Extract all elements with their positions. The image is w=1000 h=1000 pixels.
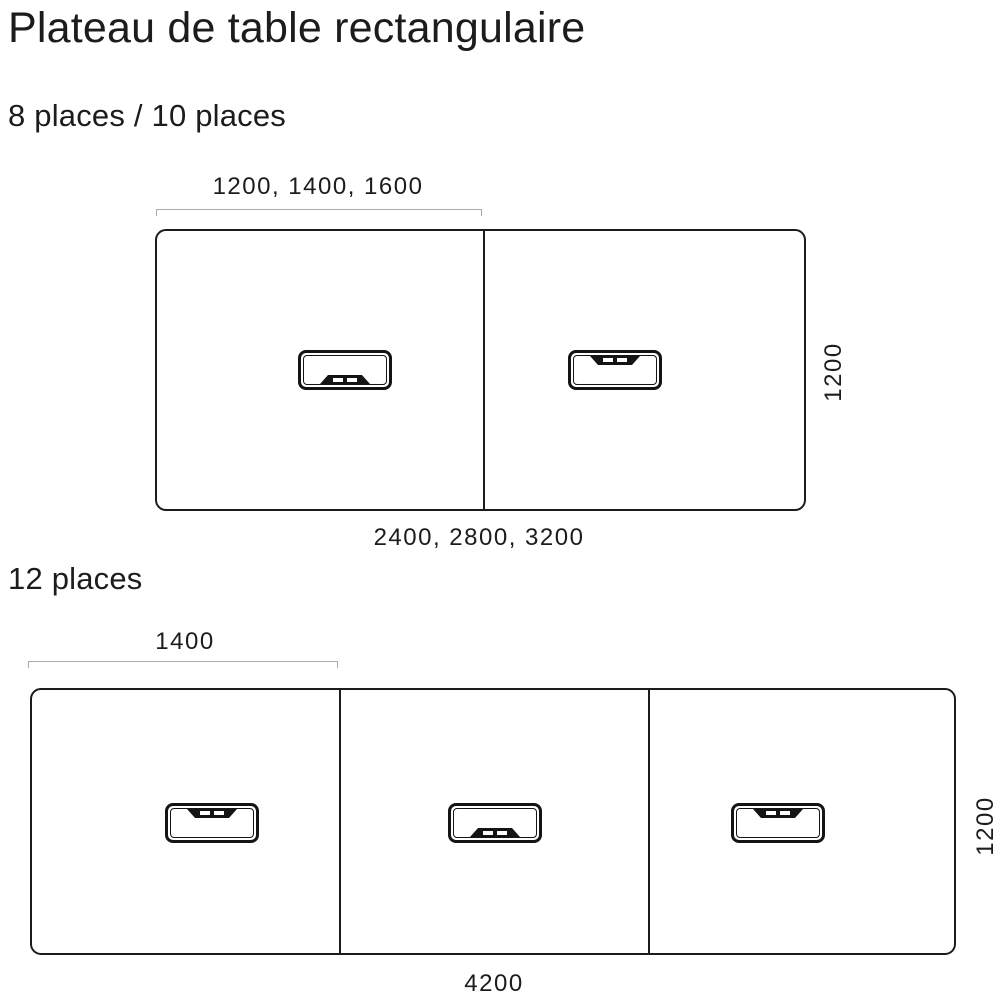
page-title: Plateau de table rectangulaire	[8, 4, 586, 52]
section-2-label: 12 places	[8, 561, 143, 596]
section-1-label: 8 places / 10 places	[8, 98, 287, 133]
section-1-depth-dimension: 1200	[820, 342, 847, 402]
cable-grommet-icon	[165, 803, 259, 843]
dimension-bracket	[156, 209, 482, 216]
section-2-bottom-dimension: 4200	[464, 970, 524, 997]
grommet-cable-outlet	[590, 356, 640, 365]
cable-grommet-icon	[298, 350, 392, 390]
section-2-depth-dimension: 1200	[972, 796, 999, 856]
section-2-top-dimension: 1400	[155, 628, 215, 655]
grommet-cable-outlet	[320, 375, 370, 384]
section-1-top-dimension: 1200, 1400, 1600	[212, 173, 424, 200]
dimension-bracket	[28, 661, 338, 668]
grommet-cable-outlet	[753, 809, 803, 818]
cable-grommet-icon	[568, 350, 662, 390]
section-1-bottom-dimension: 2400, 2800, 3200	[373, 524, 585, 551]
segment-seam-line	[648, 690, 650, 953]
cable-grommet-icon	[448, 803, 542, 843]
tabletop-outline-8-10	[155, 229, 806, 511]
grommet-cable-outlet	[187, 809, 237, 818]
cable-grommet-icon	[731, 803, 825, 843]
segment-seam-line	[339, 690, 341, 953]
grommet-cable-outlet	[470, 828, 520, 837]
segment-seam-line	[483, 231, 485, 509]
